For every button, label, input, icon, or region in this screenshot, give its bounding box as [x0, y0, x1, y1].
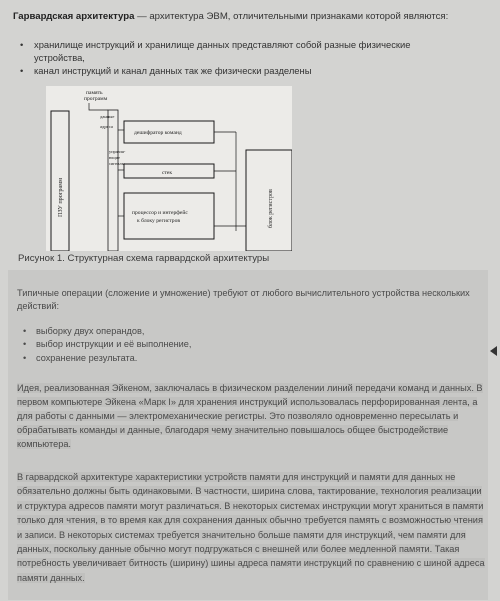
memory-paragraph-text: В гарвардской архитектуре характеристики устройств памяти для инструкций и памяти для данных не обязательно должны быть одинаковыми. В частности, ширина слова, тактирование, технология реализации и структура адресов памяти могут различаться. В некоторых системах инструкции могут храниться в памяти только для чтения, в то время как для сохранения данных обычно требуется память с возможностью чтения и записи. В некоторых системах требуется значительно больше памяти для инструкций, чем памяти для данных, поскольку данные обычно могут подгружаться с внешней или более медленной памяти. Такая потребность увеличивает битность (ширину) шины адреса памяти инструкций по сравнению с шиной адреса памяти данных. [17, 472, 485, 583]
rom-label: ПЗУ программ [57, 177, 64, 217]
control-label-3: сигналы [109, 161, 125, 166]
list-item: • хранилище инструкций и хранилище данных представляют собой разные физические устройства, [20, 38, 460, 64]
stack-label: стек [162, 170, 173, 176]
diagram-background [46, 86, 292, 251]
figure-caption: Рисунок 1. Структурная схема гарвардской архитектуры [18, 253, 270, 264]
registers-label: блок регистров [268, 189, 274, 228]
memory-paragraph [17, 470, 489, 585]
control-label-2: ющие [109, 155, 120, 160]
memory-label-1: память [86, 90, 103, 96]
list-item: • сохранение результата. [23, 352, 191, 365]
operations-list [23, 325, 191, 365]
features-list [20, 38, 460, 77]
intro-paragraph [13, 10, 488, 23]
data-label-1: данные [100, 114, 115, 119]
term-harvard-architecture: Гарвардская архитектура [13, 11, 135, 22]
aiken-paragraph-text: Идея, реализованная Эйкеном, заключалась в физическом разделении линий передачи команд и данных. В первом компьютере Эйкена «Марк I» для хранения инструкций использовалась перфорированная лента, а для работы с данными — электромеханические регистры. Это позволяло одновременно пересылать и обрабатывать команды и данные, благодаря чему значительно повышалось общее быстродействие компьютера. [17, 383, 483, 449]
intro-text: — архитектура ЭВМ, отличительными признаками которой являются: [134, 11, 449, 22]
list-item: • выбор инструкции и её выполнение, [23, 338, 191, 351]
data-label-2: адреса [100, 124, 113, 129]
memory-label-2: программ [84, 96, 108, 102]
processor-label-1: процессор и интерфейс [132, 210, 188, 216]
decoder-label: дешифратор команд [134, 130, 182, 136]
control-label-1: управля- [109, 149, 126, 154]
aiken-paragraph [17, 381, 489, 451]
list-item: • канал инструкций и канал данных так же физически разделены [20, 64, 460, 77]
processor-label-2: к блоку регистров [137, 218, 181, 224]
scroll-arrow-icon[interactable] [490, 346, 497, 356]
operations-paragraph: Типичные операции (сложение и умножение) требуют от любого вычислительного устройства нескольких действий: [17, 288, 470, 312]
harvard-diagram [46, 86, 292, 251]
list-item: • выборку двух операндов, [23, 325, 191, 338]
